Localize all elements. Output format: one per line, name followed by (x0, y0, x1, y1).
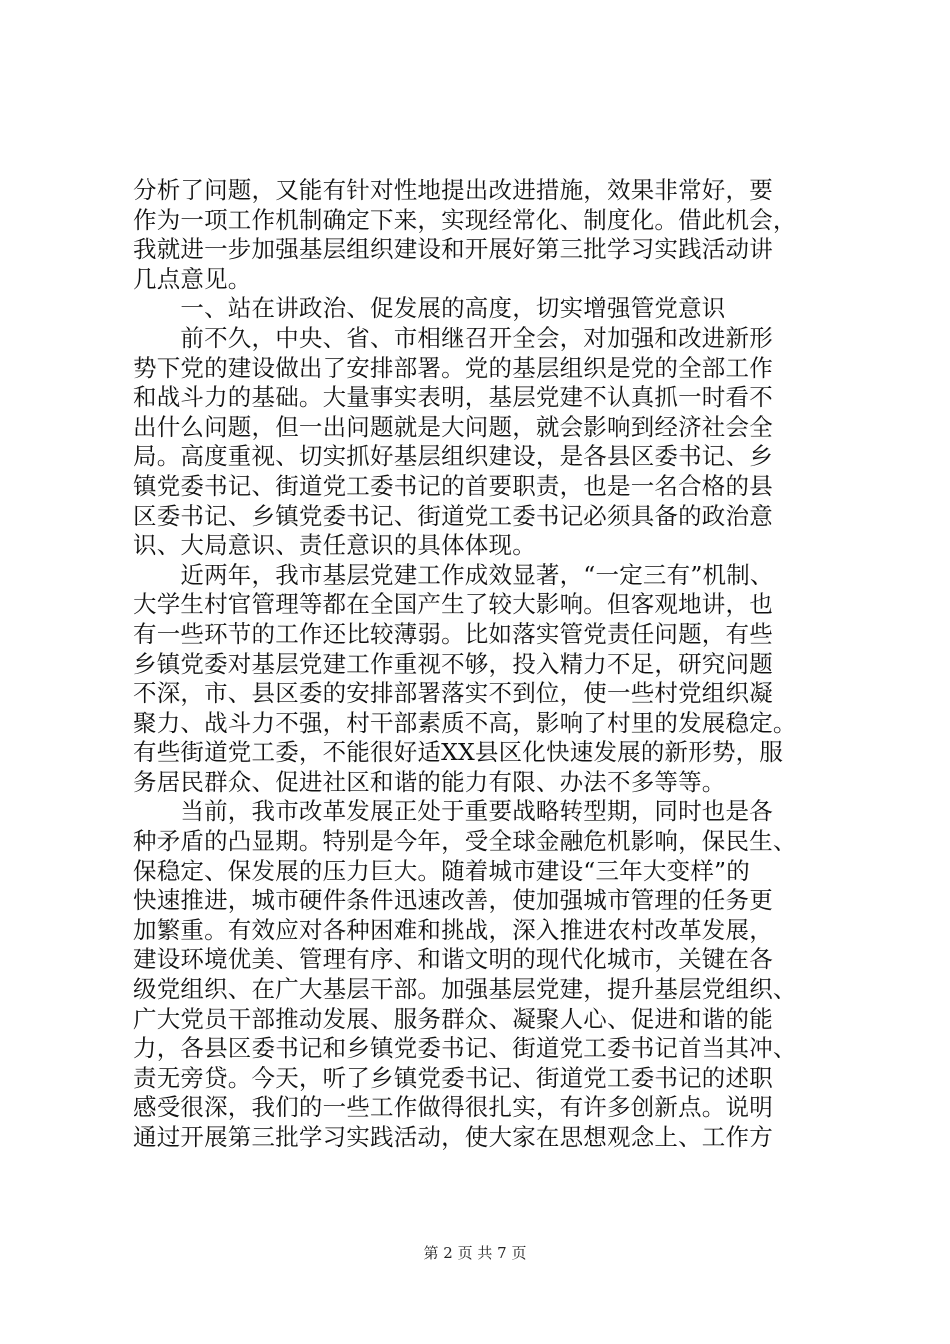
text-line: 和战斗力的基础。大量事实表明，基层党建不认真抓一时看不 (133, 383, 773, 412)
text-line: 乡镇党委对基层党建工作重视不够，投入精力不足，研究问题 (133, 649, 773, 678)
text-line: 势下党的建设做出了安排部署。党的基层组织是党的全部工作 (133, 353, 773, 382)
text-line: 近两年，我市基层党建工作成效显著，“一定三有”机制、 (133, 560, 774, 589)
text-line: 有些街道党工委，不能很好适XX县区化快速发展的新形势，服 (133, 738, 784, 767)
text-line: 感受很深，我们的一些工作做得很扎实，有许多创新点。说明 (133, 1093, 773, 1122)
text-line: 几点意见。 (133, 264, 252, 293)
text-line: 力，各县区委书记和乡镇党委书记、街道党工委书记首当其冲、 (133, 1034, 797, 1063)
text-line: 通过开展第三批学习实践活动，使大家在思想观念上、工作方 (133, 1123, 773, 1151)
text-line: 务居民群众、促进社区和谐的能力有限、办法不多等等。 (133, 767, 726, 796)
page-footer: 第 2 页 共 7 页 (423, 1244, 527, 1262)
text-line: 区委书记、乡镇党委书记、街道党工委书记必须具备的政治意 (133, 501, 773, 530)
text-line: 广大党员干部推动发展、服务群众、凝聚人心、促进和谐的能 (133, 1004, 773, 1033)
section-heading: 一、站在讲政治、促发展的高度，切实增强管党意识 (133, 294, 726, 323)
text-line: 有一些环节的工作还比较薄弱。比如落实管党责任问题，有些 (133, 619, 773, 648)
text-line: 分析了问题，又能有针对性地提出改进措施，效果非常好，要 (133, 176, 773, 204)
text-line: 局。高度重视、切实抓好基层组织建设，是各县区委书记、乡 (133, 442, 773, 471)
text-line: 大学生村官管理等都在全国产生了较大影响。但客观地讲，也 (133, 590, 773, 619)
text-line: 镇党委书记、街道党工委书记的首要职责，也是一名合格的县 (133, 471, 773, 500)
text-line: 加繁重。有效应对各种困难和挑战，深入推进农村改革发展， (133, 915, 773, 944)
text-line: 责无旁贷。今天，听了乡镇党委书记、街道党工委书记的述职 (133, 1063, 773, 1092)
text-line: 出什么问题，但一出问题就是大问题，就会影响到经济社会全 (133, 412, 773, 441)
text-line: 前不久，中央、省、市相继召开全会，对加强和改进新形 (133, 323, 773, 352)
text-line: 当前，我市改革发展正处于重要战略转型期，同时也是各 (133, 797, 773, 826)
text-line: 快速推进，城市硬件条件迅速改善，使加强城市管理的任务更 (133, 886, 773, 915)
text-line: 种矛盾的凸显期。特别是今年，受全球金融危机影响，保民生、 (133, 827, 797, 856)
text-line: 我就进一步加强基层组织建设和开展好第三批学习实践活动讲 (133, 235, 773, 264)
text-line: 建设环境优美、管理有序、和谐文明的现代化城市，关键在各 (133, 945, 773, 974)
text-line: 作为一项工作机制确定下来，实现经常化、制度化。借此机会， (133, 205, 797, 234)
document-body (133, 176, 833, 1153)
text-line: 保稳定、保发展的压力巨大。随着城市建设“三年大变样”的 (133, 856, 750, 885)
text-line: 识、大局意识、责任意识的具体体现。 (133, 531, 536, 560)
text-line: 不深，市、县区委的安排部署落实不到位，使一些村党组织凝 (133, 679, 773, 708)
text-line: 级党组织、在广大基层干部。加强基层党建，提升基层党组织、 (133, 975, 797, 1004)
text-line: 聚力、战斗力不强，村干部素质不高，影响了村里的发展稳定。 (133, 708, 797, 737)
